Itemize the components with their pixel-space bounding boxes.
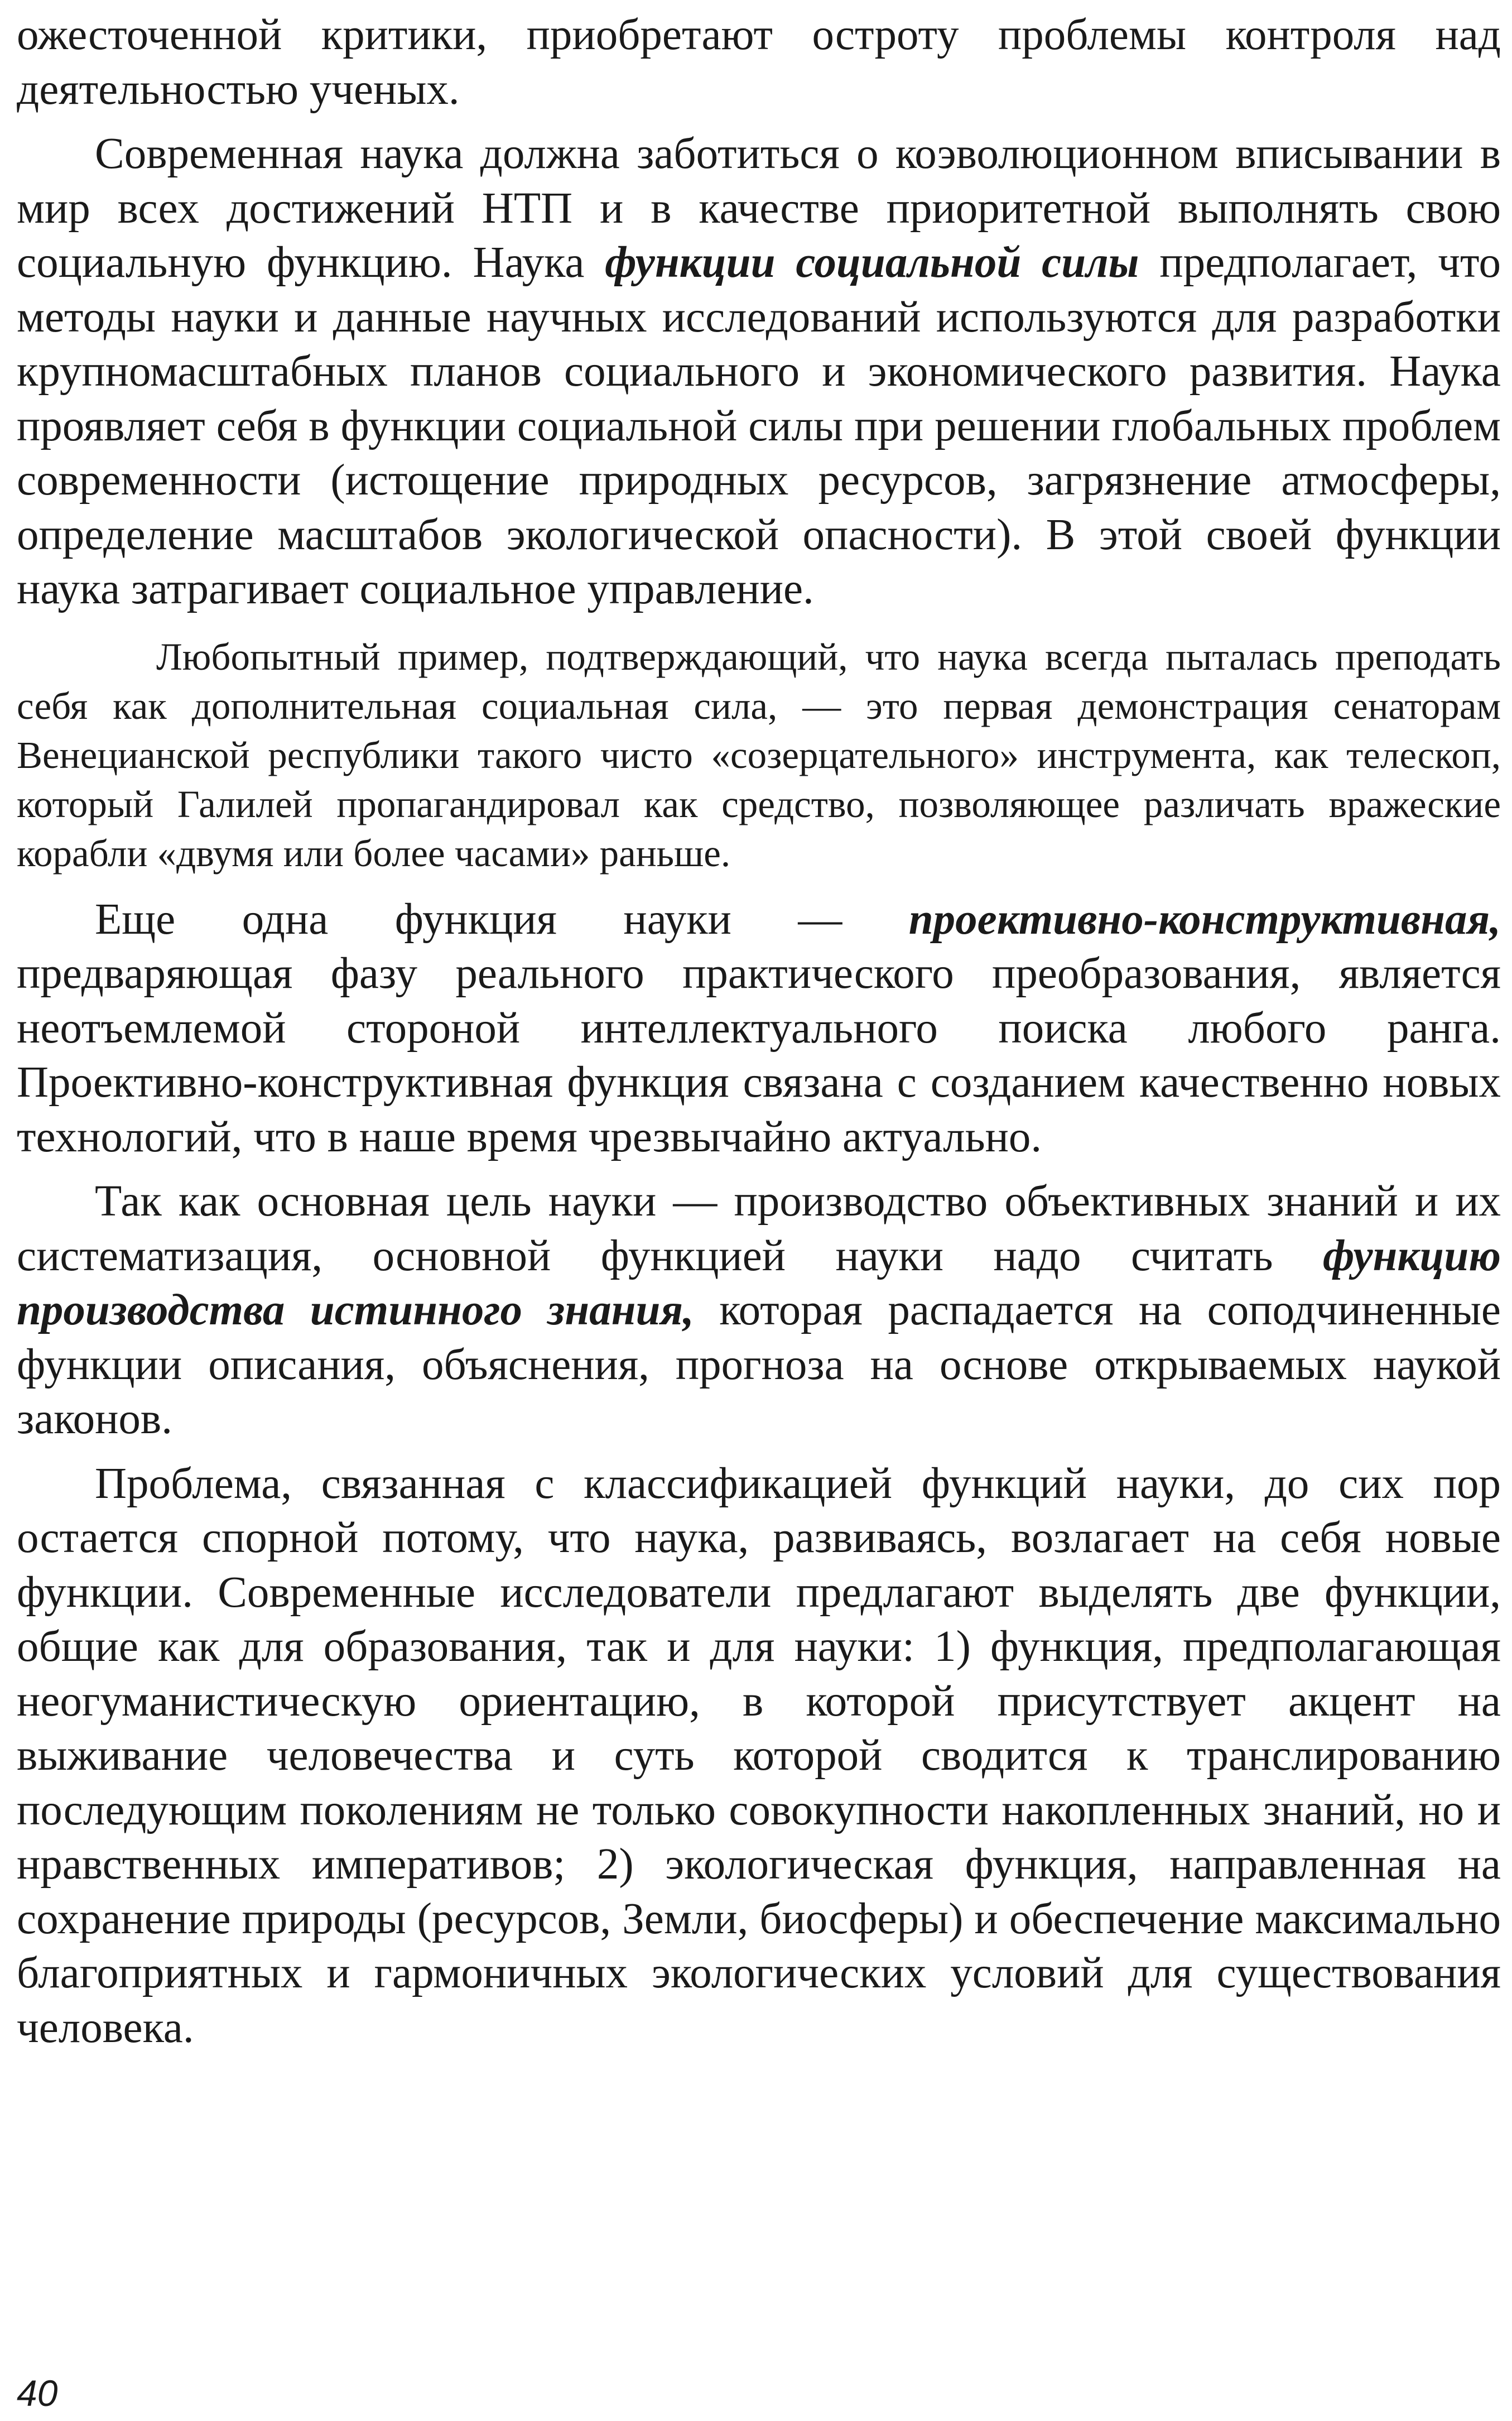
paragraph-continuation: ожесточенной критики, приобретают остроту проблемы контроля над деятельностью ученых. [17,11,1501,114]
paragraph-true-knowledge [17,1174,1501,1447]
paragraph-text: Современная наука должна заботиться о коэволюционном вписывании в мир всех достижений НТП и в качестве приоритетной выполнять свою социальную функцию. Наука [17,129,1501,287]
term-projective-constructive: проективно-конструктивная, [908,895,1501,944]
term-social-force: функции социальной силы [605,238,1139,287]
page-number: 40 [17,2372,58,2414]
paragraph-classification: Проблема, связанная с классификацией функций науки, до сих пор остается спорной потому, что наука, развиваясь, возлагает на себя новые функции. Современные исследователи предлагают выделять две функции, общие как для образования, так и для науки: 1) функция, предполагающая неогуманистическую ориентацию, в которой присутствует акцент на выживание человечества и суть которой сводится к транслированию последующим поколениям не только совокупности накопленных знаний, но и нравственных императивов; 2) экологическая функция, направленная на сохранение природы (ресурсов, Земли, биосферы) и обеспечение максимально благоприятных и гармоничных экологических условий для существования человека. [17,1459,1501,2052]
paragraph-text: Еще одна функция науки — [95,895,909,944]
paragraph-projective-constructive [17,892,1501,1165]
example-note: Любопытный пример, подтверждающий, что наука всегда пыталась преподать себя как дополнительная социальная сила, — это первая демонстрация сенаторам Венецианской республики такого чисто «созерцательного» инструмента, как телескоп, который Галилей пропагандировал как средство, позволяющее различать вражеские корабли «двумя или более часами» раньше. [17,635,1501,875]
paragraph-social-force [17,127,1501,617]
paragraph-text: которая распадается на соподчиненные функции описания, объяснения, прогноза на основе открываемых наукой законов. [17,1286,1501,1443]
paragraph-text: Так как основная цель науки — производство объективных знаний и их систематизация, основной функцией науки надо считать [17,1177,1501,1280]
paragraph-text: предполагает, что методы науки и данные научных исследований используются для разработки крупномасштабных планов социального и экономического развития. Наука проявляет себя в функции социальной силы при решении глобальных проблем современности (истощение природных ресурсов, загрязнение атмосферы, определение масштабов экологической опасности). В этой своей функции наука затрагивает социальное управление. [17,238,1501,613]
paragraph-text: предваряющая фазу реального практического преобразования, является неотъемлемой стороной интеллектуального поиска любого ранга. Проективно-конструктивная функция связана с созданием качественно новых технологий, что в наше время чрезвычайно актуально. [17,949,1501,1161]
page-body [17,0,1501,2055]
term-true-knowledge: функцию производства истинного знания, [17,1231,1501,1334]
